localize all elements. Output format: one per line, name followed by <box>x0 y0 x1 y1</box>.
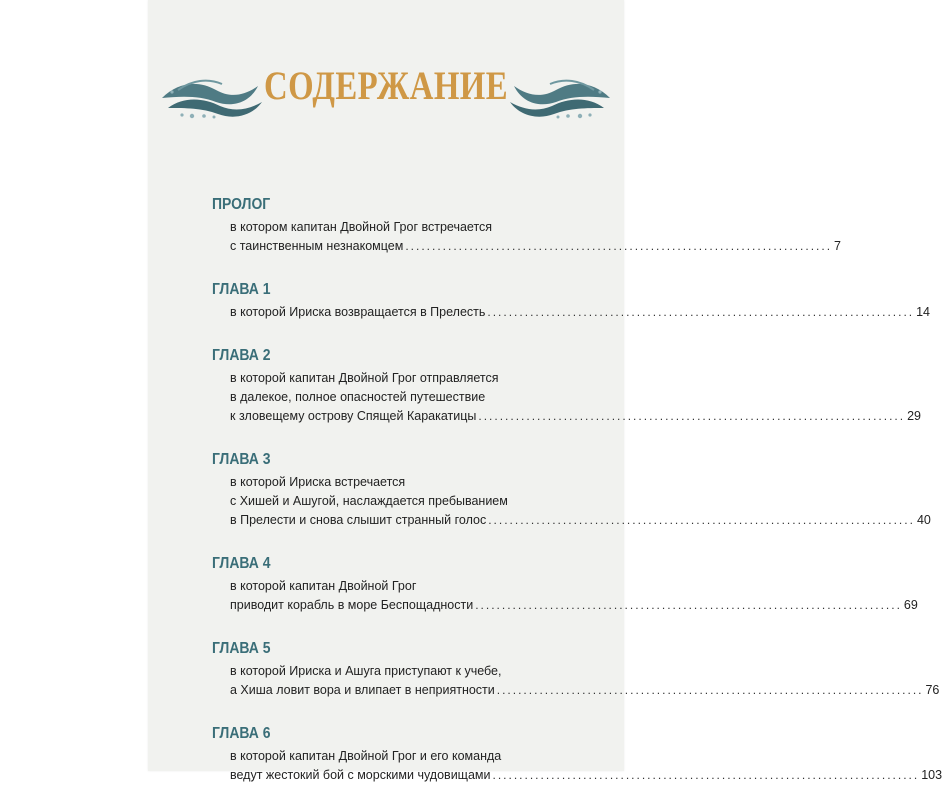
chapter-description-text: с таинственным незнакомцем <box>230 239 404 253</box>
chapter-title: ГЛАВА 4 <box>212 555 271 572</box>
page-number: 103 <box>921 768 942 782</box>
chapter-description-line: с Хишей и Ашугой, наслаждается пребыванием <box>230 494 508 508</box>
chapter-description-text: в Прелести и снова слышит странный голос <box>230 513 487 527</box>
page-title: СОДЕРЖАНИЕ <box>263 63 509 108</box>
chapter-title: ПРОЛОГ <box>212 196 271 213</box>
chapter-description-text: к зловещему острову Спящей Каракатицы <box>230 409 477 423</box>
dot-leader: ................................................................................ <box>475 598 902 612</box>
chapter-description-last-line <box>212 303 931 322</box>
dot-leader: ................................................................................ <box>488 513 915 527</box>
toc-entry <box>212 194 841 256</box>
chapter-title: ГЛАВА 6 <box>212 725 271 742</box>
dot-leader: ................................................................................ <box>405 239 833 253</box>
chapter-description-line: в которой капитан Двойной Грог и его команда <box>230 749 502 763</box>
chapter-description-last-line <box>212 511 931 530</box>
chapter-description-text: в которой Ириска возвращается в Прелесть <box>230 305 486 319</box>
dot-leader: ................................................................................ <box>492 768 920 782</box>
chapter-title: ГЛАВА 3 <box>212 451 271 468</box>
chapter-description-last-line <box>212 766 942 785</box>
toc-entry <box>212 345 921 426</box>
chapter-title: ГЛАВА 1 <box>212 281 271 298</box>
dot-leader: ................................................................................ <box>496 683 924 697</box>
page-number: 14 <box>916 305 931 319</box>
chapter-title: ГЛАВА 5 <box>212 640 271 657</box>
chapter-description-line: в которой капитан Двойной Грог <box>230 579 417 593</box>
title-header <box>158 56 614 126</box>
toc-entry <box>212 449 931 530</box>
toc-entry <box>212 638 940 700</box>
chapter-description-last-line <box>212 596 918 615</box>
chapter-title: ГЛАВА 2 <box>212 347 271 364</box>
chapter-description-line: в которой Ириска встречается <box>230 475 406 489</box>
chapter-description-line: в далекое, полное опасностей путешествие <box>230 390 486 404</box>
wave-ornament-icon <box>504 68 614 120</box>
chapter-description-line: в котором капитан Двойной Грог встречается <box>230 220 493 234</box>
page-number: 40 <box>916 513 931 527</box>
page-number: 76 <box>925 683 940 697</box>
chapter-description-last-line <box>212 681 940 700</box>
toc-entry <box>212 723 942 785</box>
dot-leader: ................................................................................ <box>487 305 915 319</box>
chapter-description-last-line <box>212 237 841 256</box>
page-number: 69 <box>903 598 918 612</box>
chapter-description-text: ведут жестокий бой с морскими чудовищами <box>230 768 491 782</box>
chapter-description-line: в которой капитан Двойной Грог отправляется <box>230 371 499 385</box>
table-of-contents <box>212 194 942 808</box>
page-number: 29 <box>907 409 921 423</box>
toc-entry <box>212 553 918 615</box>
chapter-description-text: приводит корабль в море Беспощадности <box>230 598 474 612</box>
chapter-description-text: а Хиша ловит вора и влипает в неприятности <box>230 683 495 697</box>
toc-entry <box>212 279 931 322</box>
dot-leader: ................................................................................ <box>478 409 906 423</box>
page-number: 7 <box>834 239 841 253</box>
chapter-description-last-line <box>212 407 921 426</box>
chapter-description-line: в которой Ириска и Ашуга приступают к учебе, <box>230 664 502 678</box>
